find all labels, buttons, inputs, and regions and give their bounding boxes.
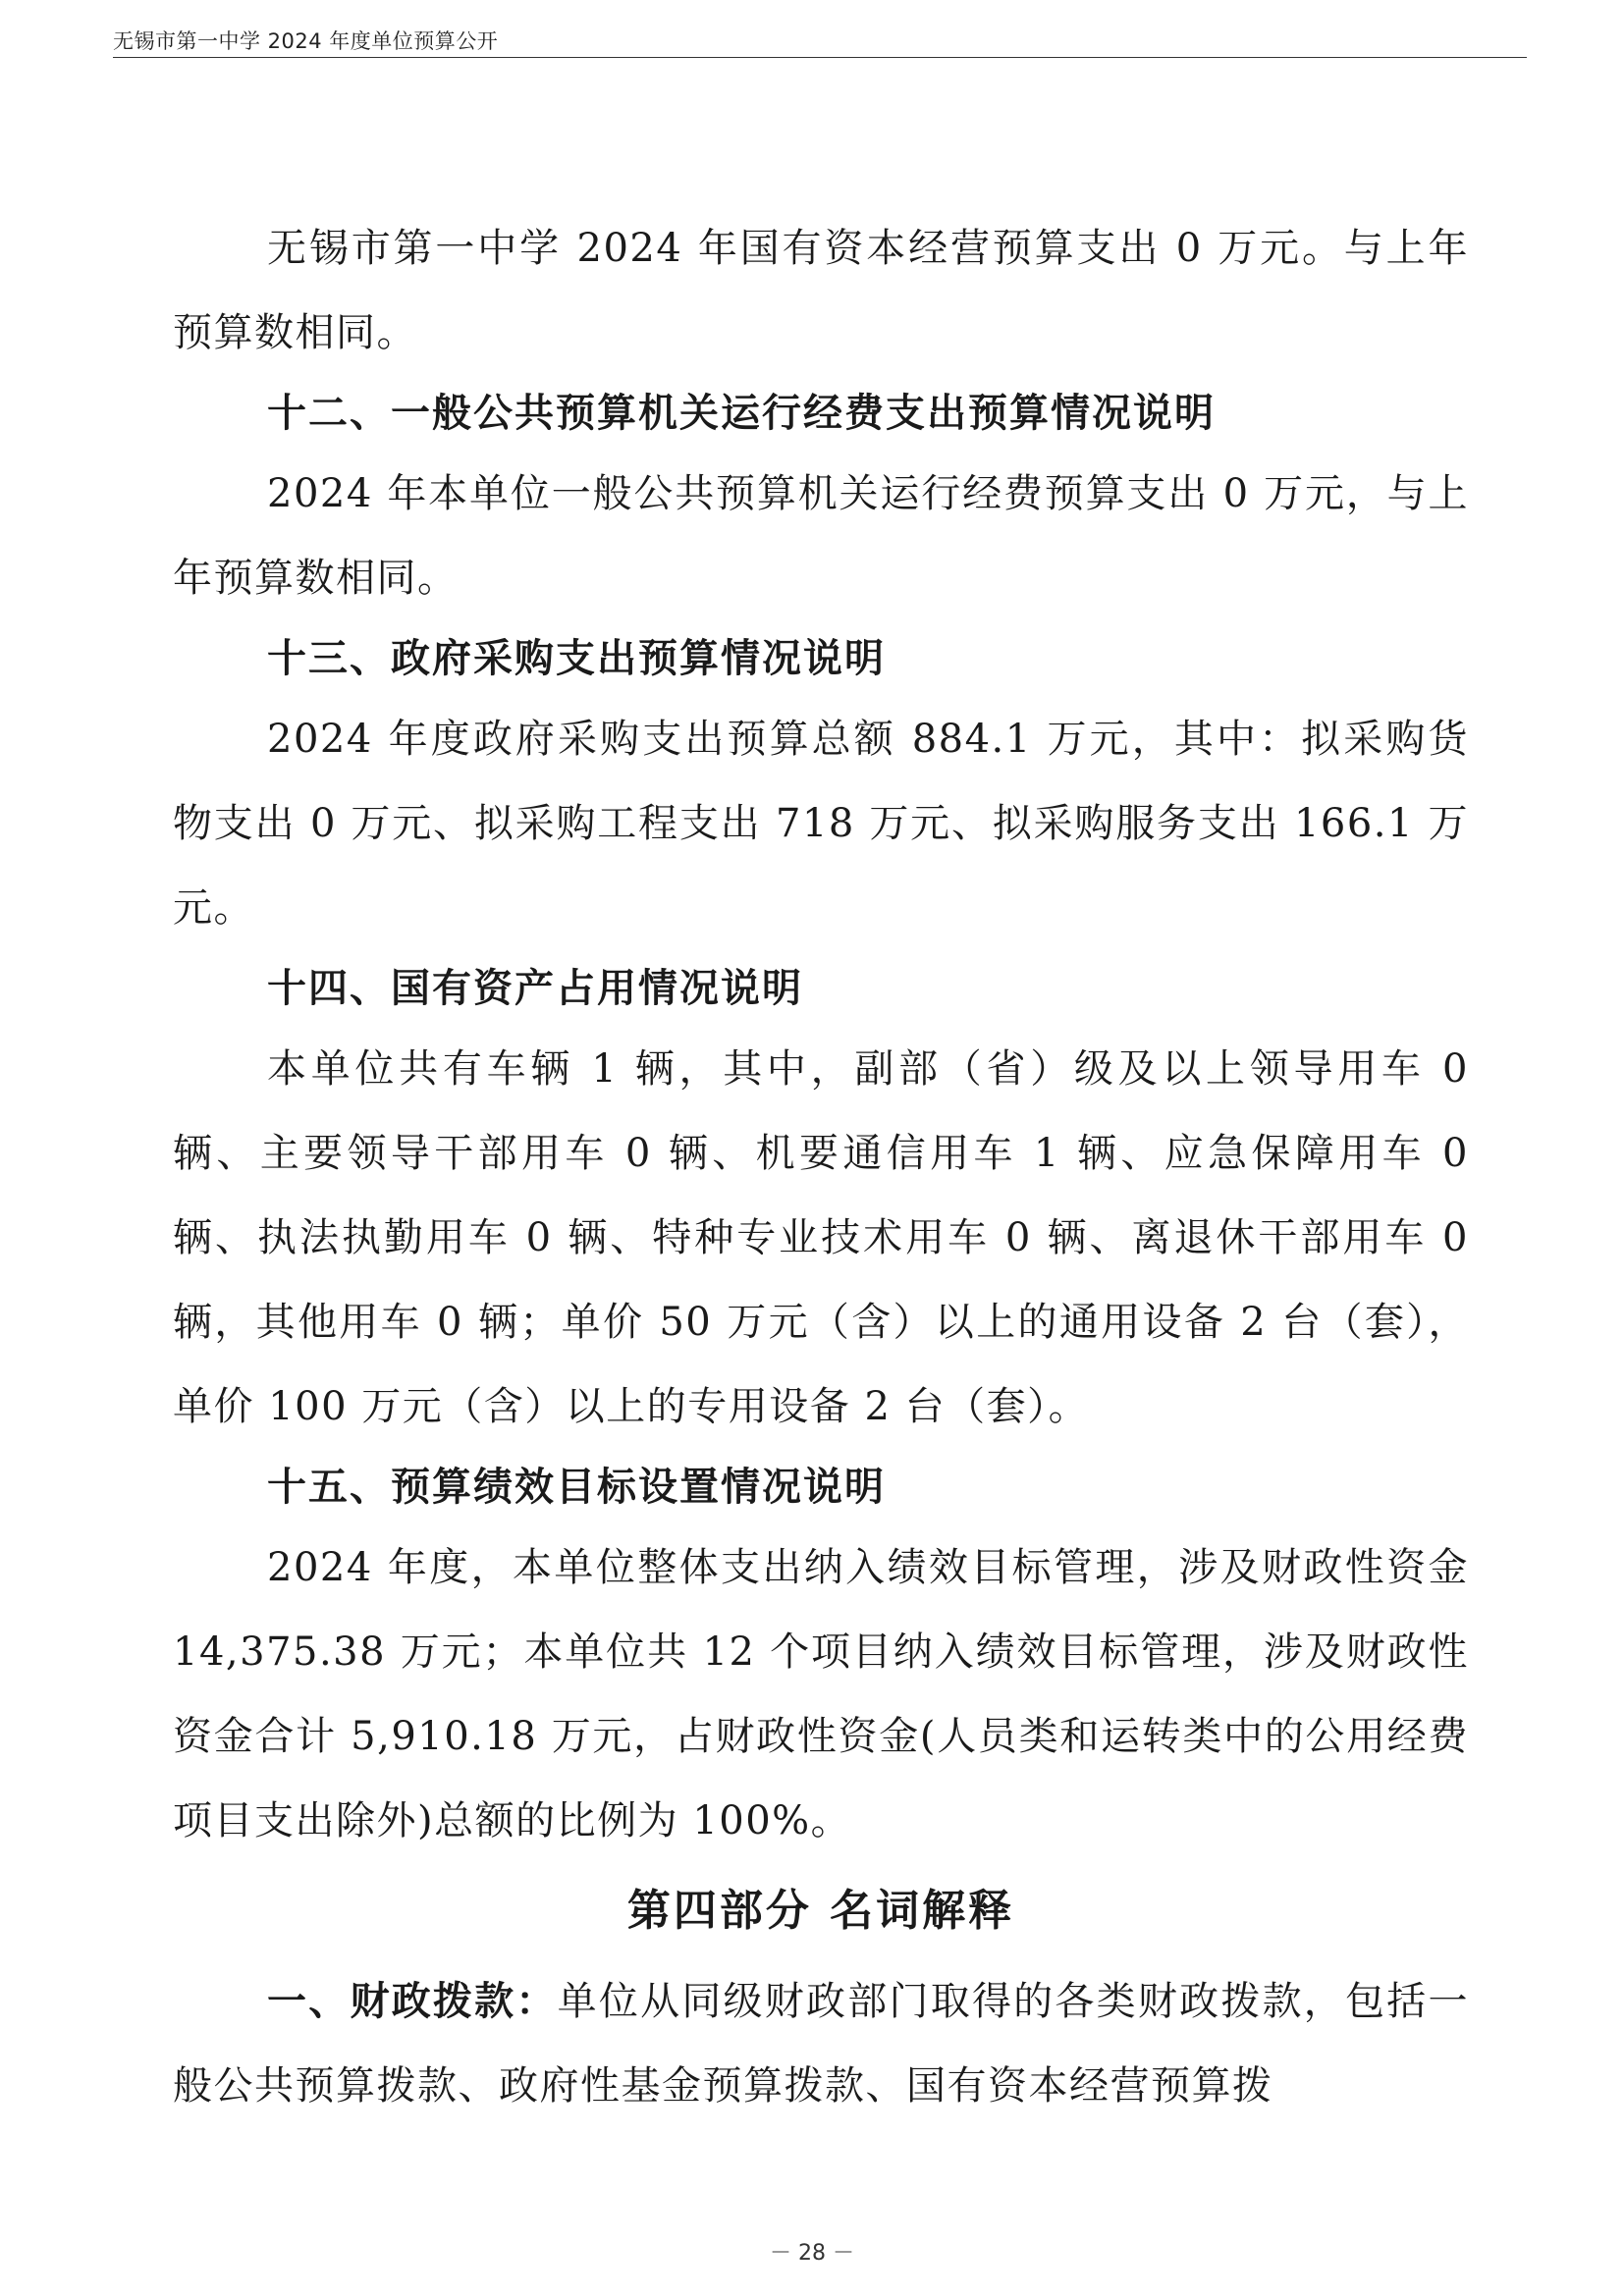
paragraph-15: 2024 年度，本单位整体支出纳入绩效目标管理，涉及财政性资金 14,375.38 万元；本单位共 12 个项目纳入绩效目标管理，涉及财政性资金合计 5,910.18 万元，占财政性资金(人员类和运转类中的公用经费项目支出除外)总额的比例为 100%。 <box>173 1545 1469 1843</box>
section-heading-14: 十四、国有资产占用情况说明 <box>267 966 803 1011</box>
document-body <box>173 206 1469 2128</box>
term-text-1: 单位从同级财政部门取得的各类财政拨款，包括一般公共预算拨款、政府性基金预算拨款、国有资本经营预算拨 <box>173 1979 1469 2109</box>
page-header <box>113 22 1527 58</box>
page-number: － 28 － <box>770 2241 854 2266</box>
part-four-title: 第四部分 名词解释 <box>626 1886 1015 1936</box>
paragraph-capital-budget: 无锡市第一中学 2024 年国有资本经营预算支出 0 万元。与上年预算数相同。 <box>173 226 1469 355</box>
header-title: 无锡市第一中学 2024 年度单位预算公开 <box>113 29 499 53</box>
section-heading-15: 十五、预算绩效目标设置情况说明 <box>267 1465 886 1510</box>
section-heading-12: 十二、一般公共预算机关运行经费支出预算情况说明 <box>267 391 1216 436</box>
section-heading-13: 十三、政府采购支出预算情况说明 <box>267 636 886 681</box>
paragraph-12: 2024 年本单位一般公共预算机关运行经费预算支出 0 万元，与上年预算数相同。 <box>173 471 1469 601</box>
paragraph-14: 本单位共有车辆 1 辆，其中，副部（省）级及以上领导用车 0 辆、主要领导干部用车 0 辆、机要通信用车 1 辆、应急保障用车 0 辆、执法执勤用车 0 辆、特种专业技术用车 0 辆、离退休干部用车 0 辆，其他用车 0 辆；单价 50 万元（含）以上的通用设备 2 台（套），单价 100 万元（含）以上的专用设备 2 台（套）。 <box>173 1046 1469 1429</box>
term-name-1: 一、财政拨款： <box>267 1979 558 2024</box>
term-definition-1 <box>173 1959 1469 2128</box>
paragraph-13: 2024 年度政府采购支出预算总额 884.1 万元，其中：拟采购货物支出 0 万元、拟采购工程支出 718 万元、拟采购服务支出 166.1 万元。 <box>173 717 1469 931</box>
